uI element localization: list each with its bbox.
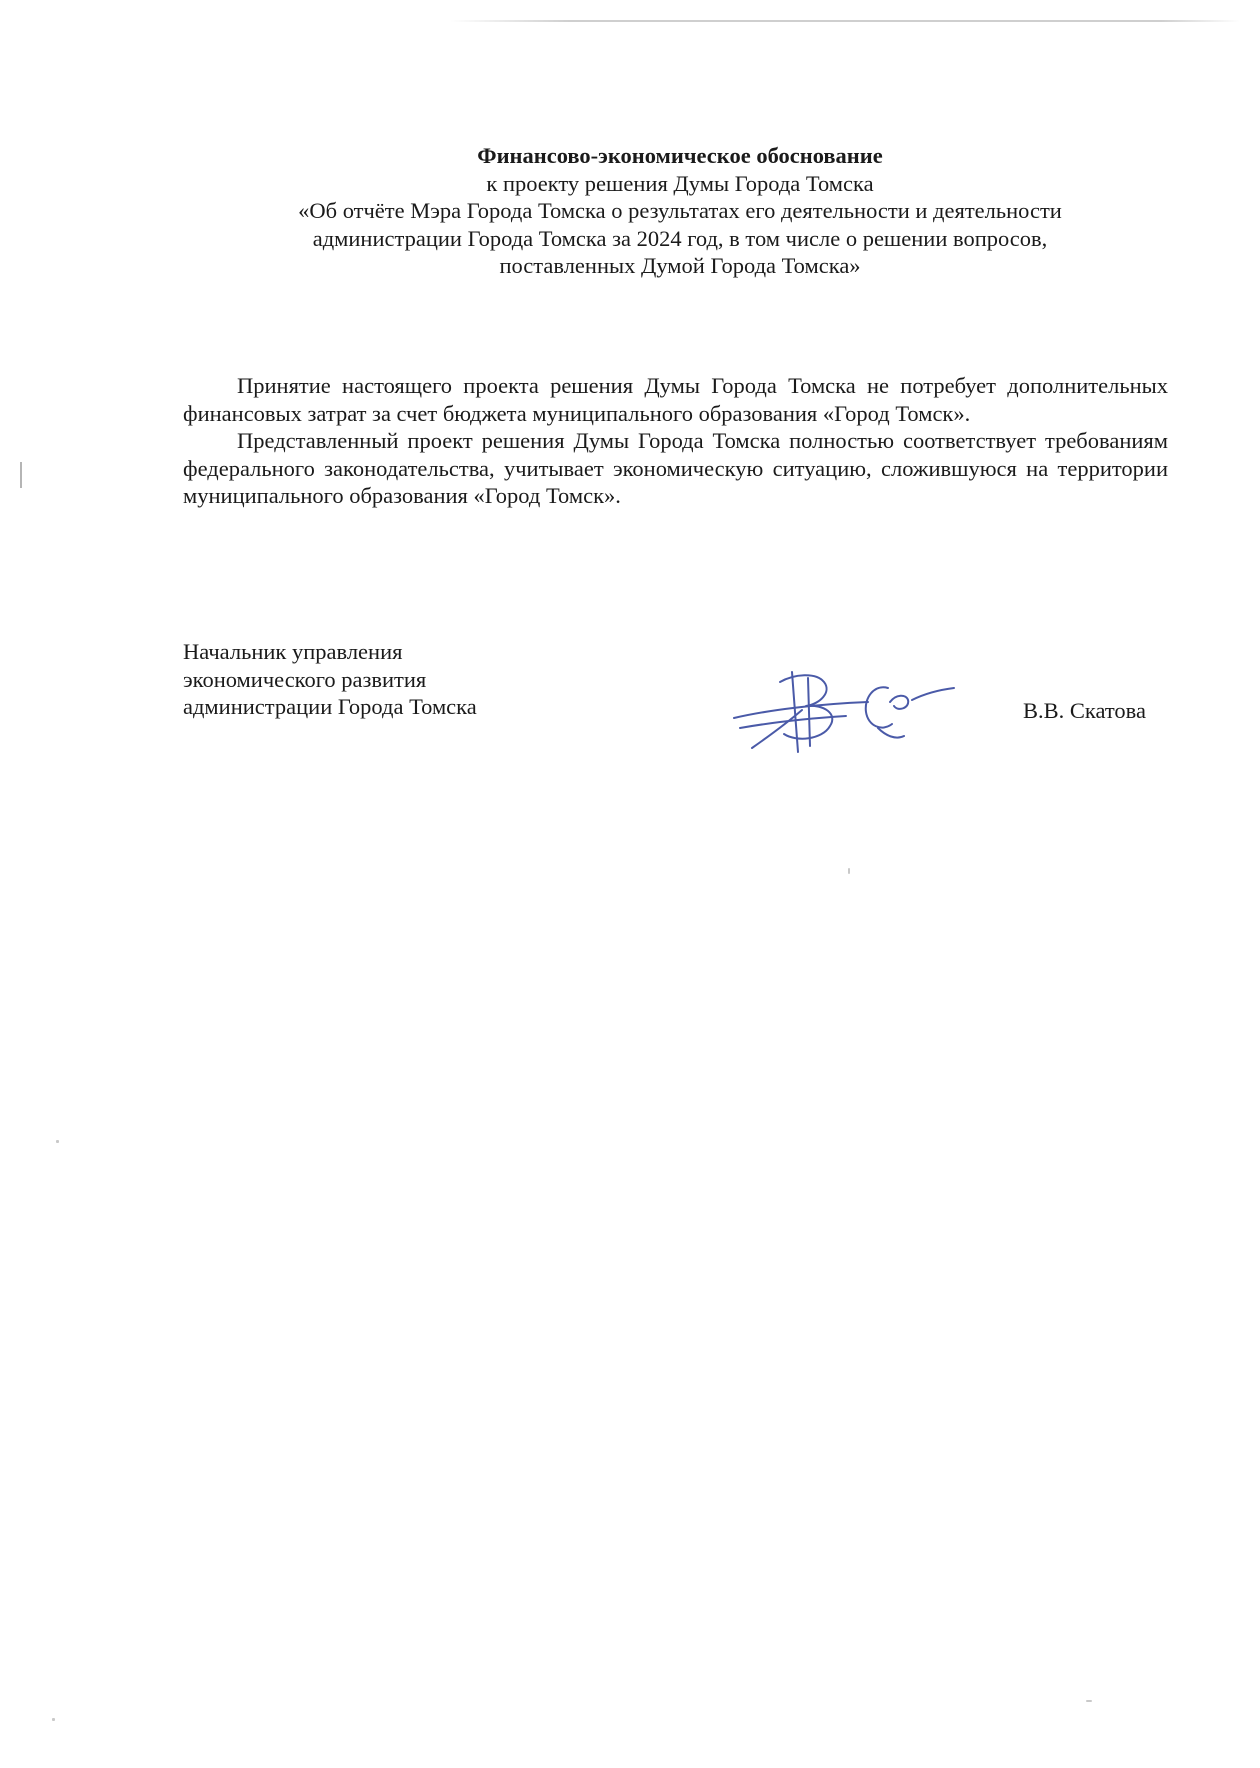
signer-position-line: Начальник управления xyxy=(183,639,403,664)
scan-margin-mark xyxy=(20,462,22,488)
scan-speck xyxy=(52,1718,55,1721)
scan-speck xyxy=(56,1140,59,1143)
document-title: Финансово-экономическое обоснование xyxy=(477,143,883,168)
scan-speck xyxy=(1086,1700,1092,1702)
signer-position-line: администрации Города Томска xyxy=(183,694,477,719)
signature-block xyxy=(183,638,1168,758)
header-line: администрации Города Томска за 2024 год, в том числе о решении вопросов, xyxy=(312,225,1048,251)
document-header xyxy=(180,142,1180,280)
signer-position-line: экономического развития xyxy=(183,666,427,692)
signer-position xyxy=(183,638,477,721)
handwritten-signature xyxy=(728,660,958,760)
document-body xyxy=(183,372,1168,510)
scan-edge-line xyxy=(450,20,1240,22)
body-paragraph: Представленный проект решения Думы Города Томска полностью соответствует требованиям федерального законодательства, учитывает экономическую ситуацию, сложившуюся на территории муниципального образования «Город Томск». xyxy=(183,428,1168,508)
header-line: к проекту решения Думы Города Томска xyxy=(486,170,874,196)
scan-speck xyxy=(848,868,850,874)
signer-name: В.В. Скатова xyxy=(1023,698,1146,723)
header-line: «Об отчёте Мэра Города Томска о результатах его деятельности и деятельности xyxy=(298,198,1062,223)
header-line: поставленных Думой Города Томска» xyxy=(499,253,861,278)
body-paragraph: Принятие настоящего проекта решения Думы Города Томска не потребует дополнительных финансовых затрат за счет бюджета муниципального образования «Город Томск». xyxy=(183,373,1168,426)
